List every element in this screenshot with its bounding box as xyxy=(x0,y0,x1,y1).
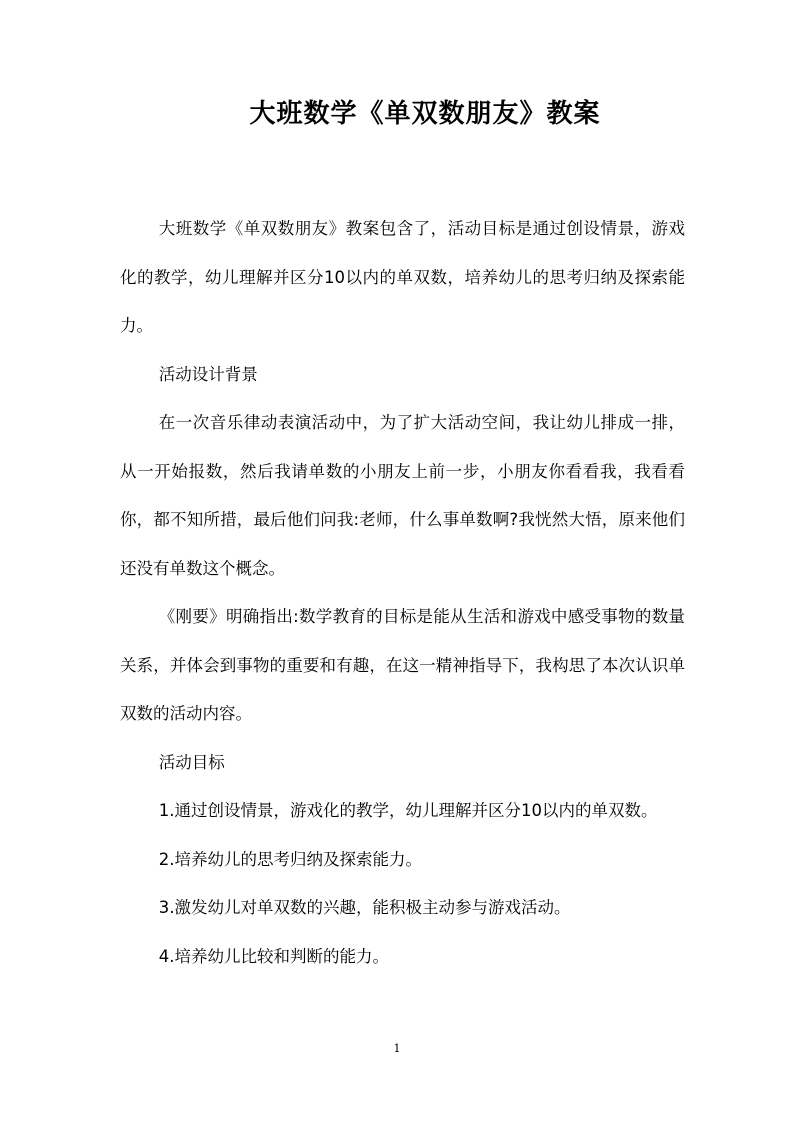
goal-item-1: 1.通过创设情景，游戏化的教学，幼儿理解并区分10以内的单双数。 xyxy=(158,801,658,820)
document-title: 大班数学《单双数朋友》教案 xyxy=(249,99,601,129)
intro-paragraph: 大班数学《单双数朋友》教案包含了，活动目标是通过创设情景，游戏化的教学，幼儿理解并区分10以内的单双数，培养幼儿的思考归纳及探索能力。 xyxy=(120,219,685,335)
section-heading-background: 活动设计背景 xyxy=(158,364,258,384)
guideline-paragraph: 《刚要》明确指出:数学教育的目标是能从生活和游戏中感受事物的数量关系，并体会到事物的重要和有趣，在这一精神指导下，我构思了本次认识单双数的活动内容。 xyxy=(120,607,685,723)
goal-item-3: 3.激发幼儿对单双数的兴趣，能积极主动参与游戏活动。 xyxy=(158,898,571,917)
goal-item-4: 4.培养幼儿比较和判断的能力。 xyxy=(158,946,390,966)
background-paragraph: 在一次音乐律动表演活动中，为了扩大活动空间，我让幼儿排成一排，从一开始报数，然后我请单数的小朋友上前一步，小朋友你看看我，我看看你，都不知所措，最后他们问我:老师，什么事单数啊?我恍然大悟，原来他们还没有单数这个概念。 xyxy=(120,413,685,578)
goal-item-2: 2.培养幼儿的思考归纳及探索能力。 xyxy=(158,849,423,869)
page-number: 1 xyxy=(393,1042,401,1055)
section-heading-goals: 活动目标 xyxy=(158,752,225,772)
document-body xyxy=(120,205,685,981)
